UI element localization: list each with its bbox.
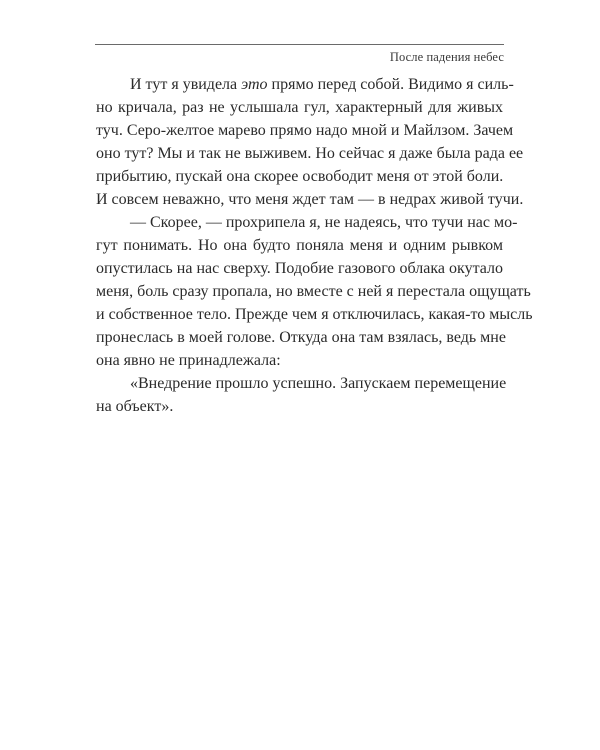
text-line: она явно не принадлежала: bbox=[96, 352, 281, 369]
text-line: И тут я увидела это прямо перед собой. Видимо я силь- bbox=[130, 76, 514, 93]
text-line: и собственное тело. Прежде чем я отключилась, какая-то мысль bbox=[96, 306, 533, 323]
text-line: гут понимать. Но она будто поняла меня и одним рывком bbox=[96, 237, 503, 254]
text-line: на объект». bbox=[96, 398, 174, 415]
emphasis: это bbox=[241, 76, 268, 93]
text-line: И совсем неважно, что меня ждет там — в недрах живой тучи. bbox=[96, 191, 524, 208]
text-line: но кричала, раз не услышала гул, характерный для живых bbox=[96, 99, 503, 116]
text-line: пронеслась в моей голове. Откуда она там взялась, ведь мне bbox=[96, 329, 506, 346]
text-line: опустилась на нас сверху. Подобие газового облака окутало bbox=[96, 260, 503, 277]
text-line: меня, боль сразу пропала, но вместе с ней я перестала ощущать bbox=[96, 283, 531, 300]
text-line: туч. Серо-желтое марево прямо надо мной и Майлзом. Зачем bbox=[96, 122, 514, 139]
header-rule bbox=[95, 44, 504, 45]
body-text bbox=[96, 73, 533, 418]
text-line: прибытию, пускай она скорее освободит меня от этой боли. bbox=[96, 168, 504, 185]
text-line: «Внедрение прошло успешно. Запускаем перемещение bbox=[130, 375, 507, 392]
running-head: После падения небес bbox=[389, 50, 504, 64]
text-line: оно тут? Мы и так не выживем. Но сейчас я даже была рада ее bbox=[96, 145, 524, 162]
text-line: — Скорее, — прохрипела я, не надеясь, что тучи нас мо- bbox=[130, 214, 518, 231]
